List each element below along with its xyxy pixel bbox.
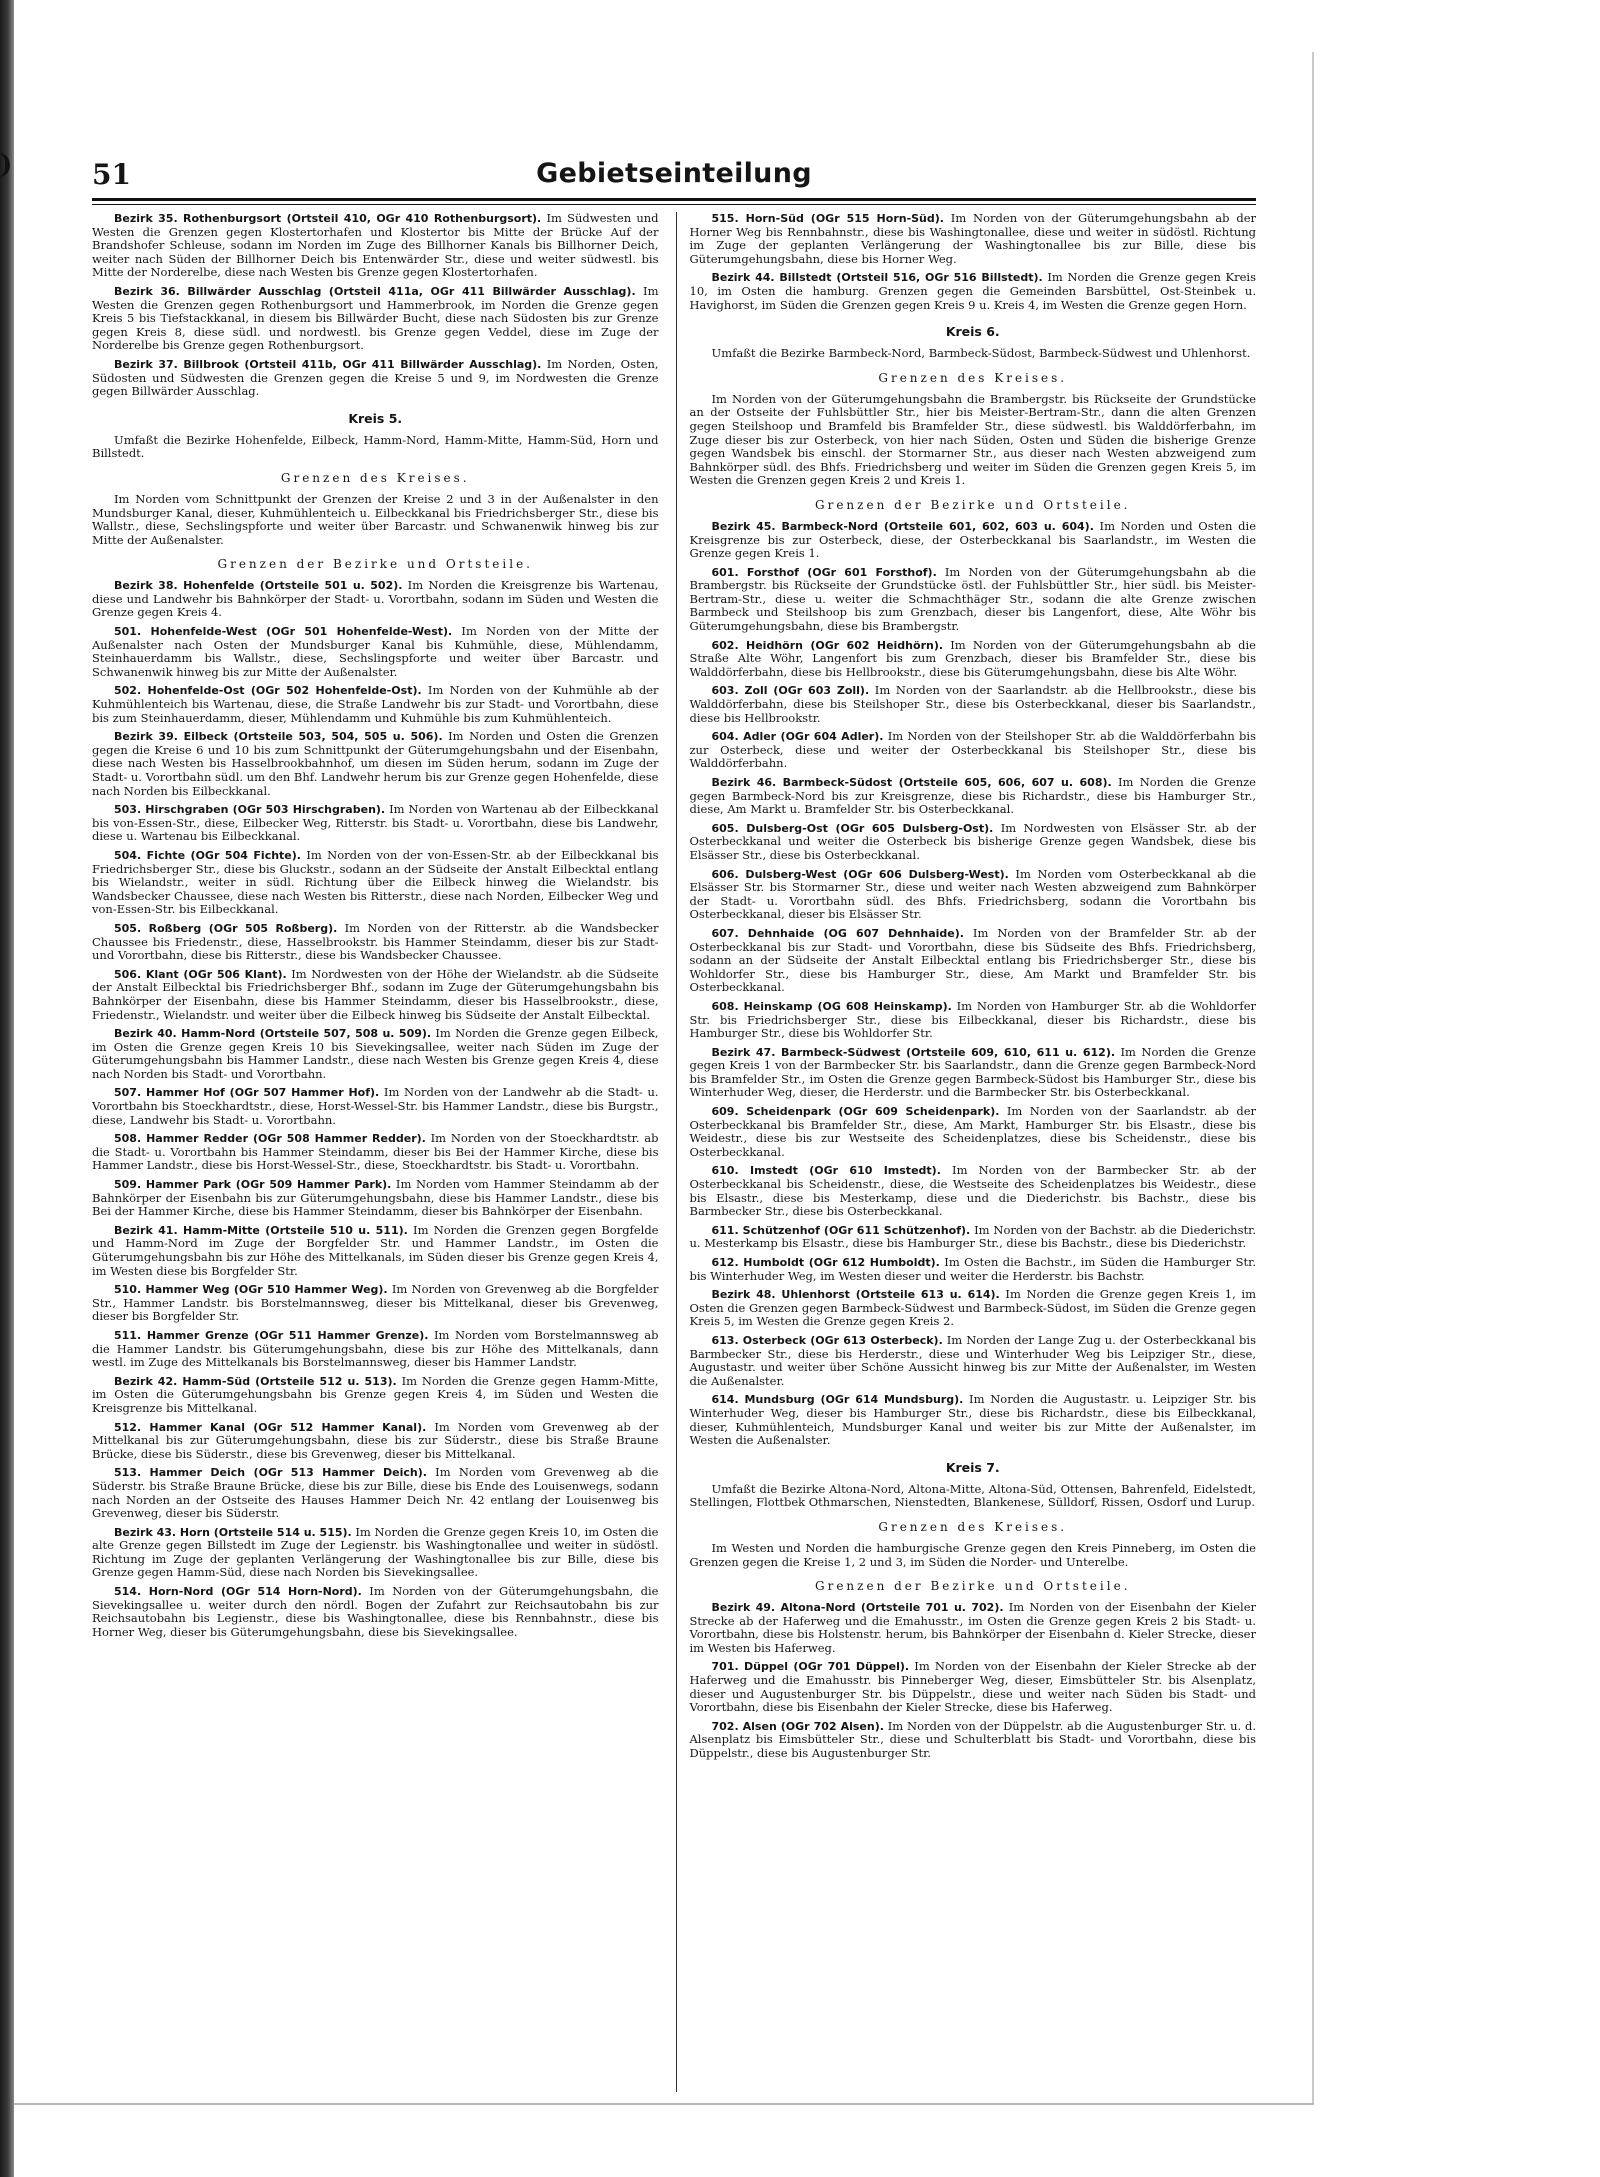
- entry-text: Im Norden die Grenze gegen Kreis 1, im Osten die Grenzen gegen Barmbeck-Südwest und Barmbeck-Südost, im Süden die Grenze gegen Kreis 5, im Westen die Grenze gegen Kreis 2.: [689, 1287, 1256, 1329]
- left-column: [92, 212, 669, 2092]
- entry-heading: Bezirk 44. Billstedt (Ortsteil 516, OGr 516 Billstedt).: [711, 271, 1043, 285]
- district-entry: [690, 1164, 1257, 1218]
- entry-heading: 514. Horn-Nord (OGr 514 Horn-Nord).: [114, 1585, 362, 1599]
- entry-heading: 511. Hammer Grenze (OGr 511 Hammer Grenze).: [114, 1328, 429, 1342]
- district-entry: [690, 520, 1257, 561]
- entry-heading: 606. Dulsberg-West (OGr 606 Dulsberg-West).: [711, 867, 1009, 881]
- entry-heading: 609. Scheidenpark (OGr 609 Scheidenpark).: [711, 1105, 1000, 1119]
- entry-text: Im Norden die Grenzen gegen Borgfelde und Hamm-Nord im Zuge der Borgfelder Str. und Hammer Landstr., im Osten die Güterumgehungsbahn bis zur Höhe des Mittelkanals, im Süden dieser bis Grenze gegen Kreis 4, im Westen diese bis Borgfelder Str.: [92, 1222, 659, 1278]
- running-head: Gebietseinteilung: [536, 158, 812, 189]
- header-rule-thin: [92, 204, 1256, 205]
- district-entry: [690, 1000, 1257, 1041]
- section-heading: Grenzen der Bezirke und Ortsteile.: [815, 497, 1131, 512]
- district-entry: [92, 358, 659, 399]
- document-page: [92, 152, 1256, 2092]
- intro-paragraph: Im Westen und Norden die hamburgische Grenze gegen den Kreis Pinneberg, im Osten die Grenzen gegen die Kreise 1, 2 und 3, im Süden die Norder- und Unterelbe.: [689, 1540, 1256, 1569]
- entry-text: Im Norden die Grenze gegen Eilbeck, im Osten die Grenze gegen Kreis 10 bis Sievekingsallee, weiter nach Süden im Zuge der Güterumgehungsbahn bis Hammer Landstr., diese nach Westen bis Grenze gegen Kreis 4, diese nach Norden bis Stadt- und Vorortbahn.: [92, 1026, 659, 1081]
- entry-text: Im Norden von der Düppelstr. ab die Augustenburger Str. u. d. Alsenplatz bis Eimsbütteler Str., diese und Schulterblatt bis Stadt- und Vorortbahn, diese bis Düppelstr., diese bis Augustenburger Str.: [689, 1718, 1256, 1761]
- district-entry: [92, 1027, 659, 1081]
- district-entry: [690, 868, 1257, 922]
- district-entry: [92, 579, 659, 620]
- district-entry: [92, 1132, 659, 1173]
- entry-text: Im Norden, Osten, Südosten und Südwesten die Grenzen gegen die Kreise 5 und 9, im Nordwesten die Grenze gegen Billwärder Ausschlag.: [92, 356, 659, 399]
- entry-heading: Bezirk 35. Rothenburgsort (Ortsteil 410, OGr 410 Rothenburgsort).: [114, 212, 542, 225]
- entry-heading: 611. Schützenhof (OGr 611 Schützenhof).: [711, 1223, 971, 1237]
- entry-heading: 510. Hammer Weg (OGr 510 Hammer Weg).: [114, 1283, 388, 1297]
- entry-heading: 501. Hohenfelde-West (OGr 501 Hohenfelde-West).: [114, 625, 453, 639]
- entry-text: Im Norden von der Ritterstr. ab die Wandsbecker Chaussee bis Friedenstr., diese, Hasselbrookstr. bis Hammer Steindamm, dieser bis zur Stadt- und Vorortbahn, diese bis Ritterstr., diese bis Wandsbecker Chaussee.: [92, 920, 659, 963]
- entry-text: Im Norden die Grenze gegen Barmbeck-Nord bis zur Kreisgrenze, diese bis Richardstr., diese bis Hamburger Str., diese, Am Markt u. Bramfelder Str. bis Osterbeckkanal.: [689, 775, 1256, 817]
- right-column: [684, 212, 1257, 2092]
- page-header: [92, 152, 1256, 196]
- entry-text: Im Norden von der Güterumgehungsbahn, die Sievekingsallee u. weiter durch den nördl. Bogen der Zufahrt zur Reichsautobahn bis zur Reichsautobahn bis Legienstr., diese bis Washingtonallee, diese bis Rennbahnstr., diese bis Horner Weg, dieser bis Güterumgehungsbahn, diese bis Sievekingsallee.: [92, 1584, 659, 1639]
- district-entry: [92, 1466, 659, 1520]
- entry-heading: Bezirk 40. Hamm-Nord (Ortsteile 507, 508 u. 509).: [114, 1027, 432, 1041]
- entry-text: Im Norden die Grenze gegen Kreis 10, im Osten die alte Grenze gegen Billstedt im Zuge der Legienstr. bis Washingtonallee und weiter in südöstl. Richtung im Zuge der geplanten Verlängerung der Washingtonallee bis zur Bille, diese bis Grenze gegen Hamm-Süd, diese nach Norden bis Sievekingsallee.: [92, 1524, 659, 1580]
- section-heading: Grenzen der Bezirke und Ortsteile.: [815, 1579, 1131, 1594]
- intro-paragraph: Umfaßt die Bezirke Barmbeck-Nord, Barmbeck-Südost, Barmbeck-Südwest und Uhlenhorst.: [711, 346, 1251, 361]
- entry-text: Im Norden von Grevenweg ab die Borgfelder Str., Hammer Landstr. bis Borstelmannsweg, dieser bis Mittelkanal, dieser bis Grevenweg, dieser bis Borgfelder Str.: [92, 1282, 659, 1324]
- text-columns: [92, 212, 1256, 2092]
- entry-heading: 515. Horn-Süd (OGr 515 Horn-Süd).: [711, 212, 944, 225]
- section-heading: Grenzen des Kreises.: [878, 370, 1068, 385]
- district-entry: [690, 1288, 1257, 1329]
- district-entry: [92, 1526, 659, 1580]
- district-entry: [690, 684, 1257, 725]
- entry-heading: 513. Hammer Deich (OGr 513 Hammer Deich).: [114, 1466, 427, 1480]
- district-entry: [92, 1375, 659, 1416]
- district-entry: [92, 1585, 659, 1639]
- entry-heading: 507. Hammer Hof (OGr 507 Hammer Hof).: [114, 1086, 380, 1100]
- entry-heading: 607. Dehnhaide (OG 607 Dehnhaide).: [711, 926, 964, 940]
- district-entry: [690, 1393, 1257, 1447]
- district-entry: [92, 922, 659, 963]
- entry-text: Im Norden von der Steilshoper Str. ab die Walddörferbahn bis zur Osterbeck, diese und weiter der Osterbeckkanal bis Steilshoper Str., diese bis Walddörferbahn.: [689, 729, 1256, 771]
- entry-heading: 508. Hammer Redder (OGr 508 Hammer Redder).: [114, 1132, 426, 1146]
- entry-heading: 702. Alsen (OGr 702 Alsen).: [711, 1719, 884, 1733]
- entry-text: Im Norden von der Stoeckhardtstr. ab die Stadt- u. Vorortbahn bis Hammer Steindamm, dieser bis Bei der Hammer Kirche, diese bis Hammer Landstr., diese bis Horst-Wessel-Str., diese, Stoeckhardtstr. bis Stadt- u. Vorortbahn.: [92, 1131, 659, 1173]
- entry-heading: 701. Düppel (OGr 701 Düppel).: [711, 1660, 910, 1674]
- intro-paragraph: Im Norden vom Schnittpunkt der Grenzen der Kreise 2 und 3 in der Außenalster in den Mundsburger Kanal, dieser, Kuhmühlenteich u. Eilbeckkanal bis Friedrichsberger Str., diese bis Wallstr., diese, Sechslingspforte und weiter über Barcastr. und Schwanenwik hinweg bis zur Mitte der Außenalster.: [92, 491, 659, 547]
- entry-heading: 505. Roßberg (OGr 505 Roßberg).: [114, 921, 338, 935]
- entry-text: Im Norden von der Landwehr ab die Stadt- u. Vorortbahn bis Stoeckhardtstr., diese, Horst-Wessel-Str. bis Hammer Landstr., diese bis Burgstr., diese, Landwehr bis Stadt- u. Vorortbahn.: [92, 1085, 659, 1127]
- entry-text: Im Osten die Bachstr., im Süden die Hamburger Str. bis Winterhuder Weg, im Westen dieser und weiter die Herderstr. bis Bachstr.: [689, 1255, 1256, 1283]
- intro-paragraph: Umfaßt die Bezirke Altona-Nord, Altona-Mitte, Altona-Süd, Ottensen, Bahrenfeld, Eidelstedt, Stellingen, Flottbek Othmarschen, Nienstedten, Blankenese, Sülldorf, Rissen, Osdorf und Lurup.: [689, 1481, 1256, 1510]
- entry-heading: 601. Forsthof (OGr 601 Forsthof).: [711, 565, 937, 579]
- entry-heading: Bezirk 49. Altona-Nord (Ortsteile 701 u. 702).: [711, 1601, 1004, 1615]
- entry-text: Im Nordwesten von Elsässer Str. ab der Osterbeckkanal und weiter die Osterbeck bis bisherige Grenze gegen Wandsbek, diese bis Elsässer Str., diese bis Osterbeckkanal.: [689, 820, 1256, 862]
- district-entry: [690, 1660, 1257, 1714]
- district-entry: [690, 730, 1257, 771]
- district-entry: [690, 1334, 1257, 1388]
- intro-paragraph: Im Norden von der Güterumgehungsbahn die Brambergstr. bis Rückseite der Grundstücke an der Ostseite der Fuhlsbüttler Str., hier bis Meister-Bertram-Str., dann die alten Grenzen gegen Steilshoop und Bramfeld bis Bramfelder Str., diese südwestl. bis Walddörferbahn, im Zuge dieser bis zur Osterbeck, von hier nach Süden, Osten und Süden die bisherige Grenze gegen Wandsbek bis einschl. der Stormarner Str., aus dieser nach Westen abzweigend zum Bahnkörper südl. des Bhfs. Friedrichsberg und weiter im Süden die Grenzen gegen Kreis 5, im Westen die Grenzen gegen Kreis 2 und Kreis 1.: [689, 391, 1256, 488]
- entry-text: Im Nordwesten von der Höhe der Wielandstr. ab die Südseite der Anstalt Eilbecktal bis Friedrichsberger Bhf., sodann im Zuge der Güterumgehungsbahn bis Bahnkörper der Eisenbahn, diese bis Hammer Steindamm, dieser bis Hasselbrookstr., diese, Friedenstr., Wielandstr. und weiter über die Eilbeck hinweg bis Südseite der Anstalt Eilbecktal.: [92, 966, 659, 1022]
- district-entry: [690, 271, 1257, 312]
- entry-heading: 503. Hirschgraben (OGr 503 Hirschgraben).: [114, 803, 386, 817]
- page-number: 51: [92, 158, 131, 191]
- district-entry: [690, 1256, 1257, 1283]
- district-entry: [92, 1224, 659, 1278]
- district-entry: [690, 639, 1257, 680]
- entry-text: Im Norden von der Mitte der Außenalster nach Osten der Mundsburger Kanal bis Kuhmühle, diese, Mühlendamm, Steinhauerdamm bis Wallstr., diese, Sechslingspforte und weiter über Barcastr. und Schwanenwik hinweg bis zur Mitte der Außenalster.: [92, 624, 659, 679]
- district-entry: [690, 1720, 1257, 1761]
- entry-heading: Bezirk 38. Hohenfelde (Ortsteile 501 u. 502).: [114, 579, 403, 593]
- entry-text: Im Norden die Kreisgrenze bis Wartenau, diese und Landwehr bis Bahnkörper der Stadt- u. Vorortbahn, sodann im Süden und Westen die Grenze gegen Kreis 4.: [92, 578, 659, 620]
- entry-heading: 608. Heinskamp (OG 608 Heinskamp).: [711, 999, 952, 1013]
- district-entry: [92, 849, 659, 917]
- entry-heading: Bezirk 43. Horn (Ortsteile 514 u. 515).: [114, 1525, 352, 1539]
- margin-mark: ): [0, 150, 13, 180]
- district-entry: [92, 1086, 659, 1127]
- entry-text: Im Norden vom Grevenweg ab der Mittelkanal bis zur Güterumgehungsbahn, diese bis zur Süderstr., diese bis Straße Braune Brücke, diese bis Süderstr., diese bis Grevenweg, dieser bis Mittelkanal.: [92, 1419, 659, 1461]
- entry-heading: 512. Hammer Kanal (OGr 512 Hammer Kanal).: [114, 1420, 427, 1434]
- district-entry: [92, 803, 659, 844]
- page-edge-right: [1312, 52, 1314, 2104]
- district-entry: [690, 566, 1257, 634]
- district-entry: [690, 1224, 1257, 1251]
- entry-text: Im Norden die Grenze gegen Hamm-Mitte, im Osten die Güterumgehungsbahn bis Grenze gegen Kreis 4, im Süden und Westen die Kreisgrenze bis Mittelkanal.: [92, 1373, 659, 1415]
- district-entry: [92, 285, 659, 353]
- entry-text: Im Norden vom Grevenweg ab die Süderstr. bis Straße Braune Brücke, diese bis zur Bille, diese bis Ende des Louisenwegs, sodann nach Norden an der Ostseite des Hauses Hammer Deich Nr. 42 entlang der Louisenweg bis Grevenweg, dieser bis Süderstr.: [92, 1465, 659, 1521]
- entry-text: Im Norden die Augustastr. u. Leipziger Str. bis Winterhuder Weg, dieser bis Hamburger Str., diese bis Richardstr., diese bis Eilbeckkanal, dieser, Kuhmühlenteich, Mundsburger Kanal und weiter bis zur Mitte der Außenalster, im Westen die Außenalster.: [689, 1392, 1256, 1448]
- entry-text: Im Norden und Osten die Grenzen gegen die Kreise 6 und 10 bis zum Schnittpunkt der Güterumgehungsbahn und der Eisenbahn, diese nach Westen bis Hasselbrookbahnhof, um diesen im Süden herum, sodann im Zuge der Stadt- u. Vorortbahn südl. um den Bhf. Landwehr herum bis zur Grenze gegen Hohenfelde, diese nach Norden bis Eilbeckkanal.: [92, 729, 659, 798]
- district-entry: [92, 212, 659, 280]
- entry-heading: Bezirk 39. Eilbeck (Ortsteile 503, 504, 505 u. 506).: [114, 730, 443, 744]
- entry-text: Im Norden die Grenze gegen Kreis 1 von der Barmbecker Str. bis Saarlandstr., dann die Grenze gegen Barmbeck-Nord bis Bramfelder Str., im Osten die Grenze gegen Barmbeck-Südost bis Hamburger Str., diese bis Winterhuder Weg, dieser, die Herderstr. und die Barmbecker Str. bis Osterbeckkanal.: [689, 1044, 1256, 1100]
- district-entry: [690, 776, 1257, 817]
- entry-text: Im Norden von der Eisenbahn der Kieler Strecke ab der Haferweg und die Emahusstr., im Osten die Grenze gegen Kreis 2 bis Stadt- u. Vorortbahn, diese bis Holstenstr. herum, bis Bahnkörper der Eisenbahn d. Kieler Strecke, dieser im Westen bis Haferweg.: [689, 1600, 1256, 1655]
- entry-text: Im Norden von der Güterumgehungsbahn ab der Horner Weg bis Rennbahnstr., diese bis Washingtonallee, diese und weiter in südöstl. Richtung im Zuge der geplanten Verlängerung der Washingtonallee bis zur Bille, diese bis Güterumgehungsbahn, diese bis Horner Weg.: [689, 212, 1256, 266]
- district-entry: [690, 1601, 1257, 1655]
- entry-heading: 613. Osterbeck (OGr 613 Osterbeck).: [711, 1333, 943, 1347]
- entry-heading: Bezirk 47. Barmbeck-Südwest (Ortsteile 609, 610, 611 u. 612).: [711, 1045, 1116, 1059]
- entry-text: Im Norden und Osten die Kreisgrenze bis zur Osterbeck, diese, der Osterbeckkanal bis Saarlandstr., im Westen die Grenze gegen Kreis 1.: [689, 518, 1256, 561]
- page-edge-bottom: [14, 2103, 1314, 2105]
- district-entry: [690, 1046, 1257, 1100]
- kreis-heading: Kreis 6.: [945, 324, 1000, 340]
- intro-paragraph: Umfaßt die Bezirke Hohenfelde, Eilbeck, Hamm-Nord, Hamm-Mitte, Hamm-Süd, Horn und Billstedt.: [92, 432, 659, 461]
- entry-heading: 602. Heidhörn (OGr 602 Heidhörn).: [711, 638, 944, 652]
- entry-text: Im Norden von der Barmbecker Str. ab der Osterbeckkanal bis Scheidenstr., diese, die Westseite des Scheidenplatzes bis Weidestr., diese bis Elsastr., diese bis Mesterkamp, diese und die Diederichstr. bis Bachstr., diese bis Barmbecker Str., diese bis Osterbeckkanal.: [689, 1163, 1256, 1219]
- entry-text: Im Norden der Lange Zug u. der Osterbeckkanal bis Barmbecker Str., diese bis Herderstr., diese und Winterhuder Weg bis Leipziger Str., diese, Augustastr. und weiter über Schöne Aussicht hinweg bis zur Mitte der Außenalster, im Westen die Außenalster.: [689, 1332, 1256, 1388]
- district-entry: [92, 625, 659, 679]
- entry-heading: Bezirk 42. Hamm-Süd (Ortsteile 512 u. 513).: [114, 1374, 397, 1388]
- entry-text: Im Norden von der Bramfelder Str. ab der Osterbeckkanal bis zur Stadt- und Vorortbahn, diese bis Südseite des Bhfs. Friedrichsberg, sodann an der Südseite der Anstalt Eilbecktal entlang bis Friedrichsberger Str., diese bis Wohldorfer Str., diese bis Hamburger Str., diese, Am Markt und Bramfelder Str. bis Osterbeckkanal.: [689, 925, 1256, 995]
- header-rule-thick: [92, 198, 1256, 201]
- entry-heading: 506. Klant (OGr 506 Klant).: [114, 967, 287, 981]
- entry-text: Im Norden von der Güterumgehungsbahn ab die Brambergstr. bis Rückseite der Grundstücke östl. der Fuhlsbüttler Str., hier südl. bis Meister-Bertram-Str., diese u. weiter die Schmachthäger Str., sodann die alte Grenze zwischen Barmbeck und Steilshoop bis zum Grenzbach, dieser bis Langenfort, diese, Alte Wöhr bis Güterumgehungsbahn, diese bis Brambergstr.: [689, 564, 1256, 634]
- entry-text: Im Norden von der Eisenbahn der Kieler Strecke ab der Haferweg und die Emahusstr. bis Pinneberger Weg, dieser, Eimsbütteler Str. bis Alsenplatz, dieser und Augustenburger Str. bis Düppelstr., diese und weiter nach Süden bis Stadt- und Vorortbahn, diese bis Eisenbahn der Kieler Strecke, diese bis Haferweg.: [689, 1659, 1256, 1715]
- column-divider: [676, 212, 677, 2092]
- entry-heading: Bezirk 45. Barmbeck-Nord (Ortsteile 601, 602, 603 u. 604).: [711, 519, 1094, 533]
- entry-text: Im Norden vom Borstelmannsweg ab die Hammer Landstr. bis Güterumgehungsbahn, diese bis zur Höhe des Mittelkanals, dann westl. im Zuge des Mittelkanals bis Borstelmannsweg, dieser bis Hammer Landstr.: [92, 1327, 659, 1370]
- section-heading: Grenzen des Kreises.: [280, 470, 470, 485]
- entry-text: Im Norden von Wartenau ab der Eilbeckkanal bis von-Essen-Str., diese, Eilbecker Weg, Ritterstr. bis Stadt- u. Vorortbahn, diese bis Landwehr, diese u. Wartenau bis Eilbeckkanal.: [92, 802, 659, 844]
- entry-text: Im Norden von der Saarlandstr. ab der Osterbeckkanal bis Bramfelder Str., diese, Am Markt, Hamburger Str. bis Elsastr., diese bis Weidestr., diese bis zur Westseite des Scheidenplatzes, diese bis Scheidenstr., diese bis Osterbeckkanal.: [689, 1104, 1256, 1159]
- district-entry: [690, 1105, 1257, 1159]
- kreis-heading: Kreis 5.: [348, 410, 403, 426]
- district-entry: [92, 1283, 659, 1324]
- entry-heading: 604. Adler (OGr 604 Adler).: [711, 730, 884, 744]
- entry-heading: Bezirk 37. Billbrook (Ortsteil 411b, OGr 411 Billwärder Ausschlag).: [114, 357, 542, 371]
- district-entry: [690, 212, 1257, 266]
- entry-heading: Bezirk 36. Billwärder Ausschlag (Ortsteil 411a, OGr 411 Billwärder Ausschlag).: [114, 284, 636, 298]
- district-entry: [92, 1329, 659, 1370]
- entry-heading: 504. Fichte (OGr 504 Fichte).: [114, 848, 301, 862]
- entry-heading: 614. Mundsburg (OGr 614 Mundsburg).: [711, 1393, 964, 1407]
- district-entry: [92, 968, 659, 1022]
- entry-heading: 605. Dulsberg-Ost (OGr 605 Dulsberg-Ost).: [711, 821, 994, 835]
- entry-text: Im Norden die Grenze gegen Kreis 10, im Osten die hamburg. Grenzen gegen die Gemeinden Barsbüttel, Ost-Steinbek u. Havighorst, im Süden die Grenzen gegen Kreis 9 u. Kreis 4, im Westen die Grenze gegen Horn.: [689, 270, 1256, 312]
- entry-text: Im Norden vom Osterbeckkanal ab die Elsässer Str. bis Stormarner Str., diese und weiter nach Westen abzweigend zum Bahnkörper der Stadt- u. Vorortbahn südl. des Bhfs. Friedrichsberg, sodann die Vorortbahn bis Osterbeckkanal, dieser bis Elsässer Str.: [689, 866, 1256, 922]
- entry-text: Im Norden von Hamburger Str. ab die Wohldorfer Str. bis Friedrichsberger Str., diese bis Eilbeckkanal, dieser bis Richardstr., diese bis Hamburger Str., diese bis Wohldorfer Str.: [689, 998, 1256, 1041]
- entry-heading: 509. Hammer Park (OGr 509 Hammer Park).: [114, 1178, 392, 1192]
- district-entry: [92, 684, 659, 725]
- entry-heading: 612. Humboldt (OGr 612 Humboldt).: [711, 1256, 940, 1269]
- district-entry: [92, 1178, 659, 1219]
- entry-heading: 502. Hohenfelde-Ost (OGr 502 Hohenfelde-Ost).: [114, 684, 422, 698]
- kreis-heading: Kreis 7.: [945, 1459, 1000, 1475]
- entry-text: Im Norden von der Saarlandstr. ab die Hellbrookstr., diese bis Walddörferbahn, diese bis Steilshoper Str., diese bis Osterbeckkanal, dieser bis Saarlandstr., diese bis Hellbrookstr.: [689, 683, 1256, 725]
- entry-heading: Bezirk 46. Barmbeck-Südost (Ortsteile 605, 606, 607 u. 608).: [711, 776, 1112, 789]
- district-entry: [690, 927, 1257, 995]
- entry-heading: Bezirk 41. Hamm-Mitte (Ortsteile 510 u. 511).: [114, 1223, 408, 1237]
- entry-text: Im Südwesten und Westen die Grenzen gegen Klostertorhafen und Klostertor bis Mitte der Brücke Auf der Brandshofer Schleuse, sodann im Norden im Zuge des Billhorner Kanals bis Billhorner Deich, weiter nach Süden der Billhorner Deich bis Entenwärder Str., diese und weiter südwestl. bis Mitte der Norderelbe, diese nach Westen bis Grenze gegen Klostertorhafen.: [92, 212, 659, 280]
- entry-text: Im Norden von der Bachstr. ab die Diederichstr. u. Mesterkamp bis Elsastr., diese bis Hamburger Str., diese bis Bachstr., diese bis Diederichstr.: [689, 1222, 1256, 1251]
- entry-heading: Bezirk 48. Uhlenhorst (Ortsteile 613 u. 614).: [711, 1288, 1000, 1302]
- entry-heading: 610. Imstedt (OGr 610 Imstedt).: [711, 1164, 941, 1178]
- scan-shadow-left: [0, 0, 14, 2177]
- section-heading: Grenzen des Kreises.: [878, 1519, 1068, 1534]
- entry-text: Im Norden von der Kuhmühle ab der Kuhmühlenteich bis Wartenau, diese, die Straße Landwehr bis zur Stadt- und Vorortbahn, diese bis zum Steinhauerdamm, dieser, Mühlendamm und Kuhmühle bis zum Kuhmühlenteich.: [92, 683, 659, 725]
- district-entry: [92, 1421, 659, 1462]
- district-entry: [92, 730, 659, 798]
- entry-heading: 603. Zoll (OGr 603 Zoll).: [711, 684, 870, 698]
- entry-text: Im Norden von der Güterumgehungsbahn ab die Straße Alte Wöhr, Langenfort bis zum Grenzbach, dieser bis Bramfelder Str., diese bis Walddörferbahn, diese bis Hellbrookstr., diese bis Güterumgehungsbahn, diese bis Alte Wöhr.: [689, 637, 1256, 679]
- entry-text: Im Norden vom Hammer Steindamm ab der Bahnkörper der Eisenbahn bis zur Güterumgehungsbahn, diese bis Hammer Landstr., diese bis Bei der Hammer Kirche, diese bis Hammer Steindamm, dieser bis Bahnkörper der Eisenbahn.: [92, 1177, 659, 1219]
- section-heading: Grenzen der Bezirke und Ortsteile.: [217, 557, 533, 572]
- entry-text: Im Westen die Grenzen gegen Rothenburgsort und Hammerbrook, im Norden die Grenze gegen Kreis 5 bis Tiefstackkanal, in diesem bis Billwärder Bucht, diese nach Südosten bis zur Grenze gegen Kreis 8, diese südl. und nordwestl. bis Grenze gegen Veddel, diese im Zuge der Norderelbe bis Grenze gegen Rothenburgsort.: [92, 283, 659, 353]
- entry-text: Im Norden von der von-Essen-Str. ab der Eilbeckkanal bis Friedrichsberger Str., diese bis Gluckstr., sodann an der Südseite der Anstalt Eilbecktal entlang bis Wielandstr., weiter in südl. Richtung über die Eilbeck hinweg die Wielandstr. bis Wandsbecker Chaussee, diese nach Westen bis Ritterstr., diese nach Norden, Eilbecker Weg und von-Essen-Str. bis Eilbeckkanal.: [92, 847, 659, 917]
- district-entry: [690, 822, 1257, 863]
